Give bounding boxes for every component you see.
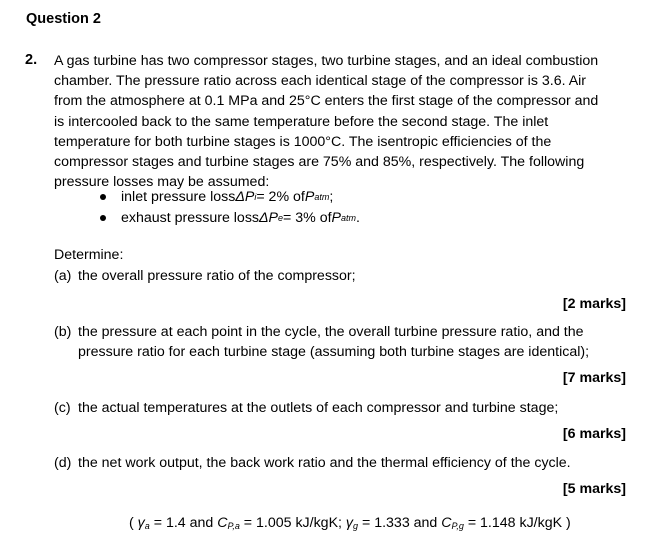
- determine-label: Determine:: [54, 247, 124, 263]
- statement-line: from the atmosphere at 0.1 MPa and 25°C enters the first stage of the compressor and: [54, 93, 599, 110]
- marks-a: [2 marks]: [562, 296, 626, 312]
- question-title: Question 2: [26, 11, 101, 27]
- part-text: the net work output, the back work ratio and the thermal efficiency of the cycle.: [78, 455, 571, 471]
- statement-line: temperature for both turbine stages is 1000°C. The isentropic efficiencies of the: [54, 133, 552, 150]
- part-text: the overall pressure ratio of the compressor;: [78, 268, 356, 284]
- part-text: pressure ratio for each turbine stage (assuming both turbine stages are identical);: [78, 344, 590, 361]
- part-a: [54, 266, 356, 286]
- part-text: the pressure at each point in the cycle, the overall turbine pressure ratio, and the: [78, 324, 584, 340]
- part-label: (b): [54, 324, 72, 340]
- marks-c: [6 marks]: [562, 426, 626, 442]
- given-constants: ( $\gamma_a = 1.4$ and $C_{P,a} = 1.005$ kJ/kgK; $\gamma_g = 1.333$ and $C_{P,g} = 1.148$ kJ/kgK ): [129, 515, 571, 531]
- part-d: [54, 453, 571, 473]
- marks-d: [5 marks]: [562, 481, 626, 497]
- part-text: the actual temperatures at the outlets of each compressor and turbine stage;: [78, 400, 559, 416]
- bullet-icon: [100, 215, 106, 221]
- part-b: [54, 322, 589, 362]
- bullet-exhaust-loss: exhaust pressure loss ΔP e = 3% of P atm .: [100, 208, 360, 229]
- part-label: (d): [54, 455, 72, 471]
- marks-b: [7 marks]: [562, 370, 626, 386]
- statement-line: compressor stages and turbine stages are 75% and 85%, respectively. The following: [54, 154, 585, 171]
- statement-line: pressure losses may be assumed:: [54, 174, 270, 191]
- problem-statement: [54, 51, 634, 192]
- pressure-loss-list: [100, 187, 360, 228]
- part-label: (a): [54, 268, 72, 284]
- bullet-icon: [100, 194, 106, 200]
- part-label: (c): [54, 400, 71, 416]
- bullet-inlet-loss: inlet pressure loss ΔP i = 2% of P atm ;: [100, 187, 360, 208]
- part-c: [54, 398, 558, 418]
- statement-line: is intercooled back to the same temperature before the second stage. The inlet: [54, 113, 549, 130]
- question-number: 2.: [25, 52, 38, 68]
- statement-line: chamber. The pressure ratio across each identical stage of the compressor is 3.6. Air: [54, 73, 587, 90]
- statement-line: A gas turbine has two compressor stages, two turbine stages, and an ideal combustion: [54, 53, 599, 69]
